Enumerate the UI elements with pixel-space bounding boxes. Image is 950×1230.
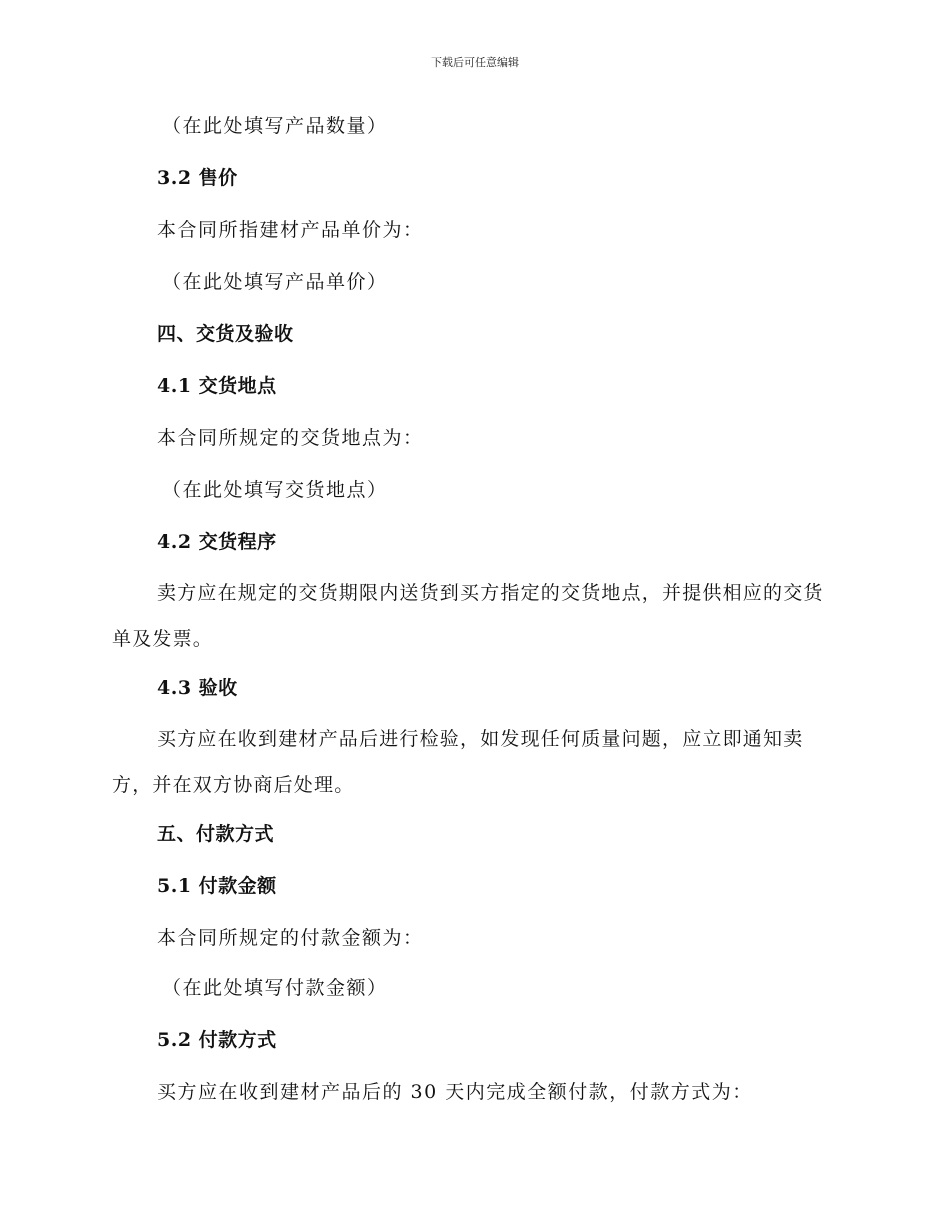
- section-heading-4-1: 4.1 交货地点: [157, 375, 277, 397]
- placeholder-unit-price: （在此处填写产品单价）: [162, 271, 388, 293]
- delivery-location-statement: 本合同所规定的交货地点为：: [157, 427, 424, 449]
- section-heading-5-1: 5.1 付款金额: [157, 875, 277, 897]
- chapter-heading-5: 五、付款方式: [157, 823, 275, 845]
- payment-method-statement: 买方应在收到建材产品后的 30 天内完成全额付款，付款方式为：: [157, 1081, 753, 1103]
- chapter-heading-4: 四、交货及验收: [157, 323, 294, 345]
- section-heading-5-2: 5.2 付款方式: [157, 1029, 277, 1051]
- delivery-procedure-paragraph: 卖方应在规定的交货期限内送货到买方指定的交货地点，并提供相应的交货单及发票。: [112, 582, 824, 650]
- inspection-paragraph: 买方应在收到建材产品后进行检验，如发现任何质量问题，应立即通知卖方，并在双方协商后处理。: [112, 728, 804, 796]
- unit-price-statement: 本合同所指建材产品单价为：: [157, 219, 424, 241]
- placeholder-payment-amount: （在此处填写付款金额）: [162, 977, 388, 999]
- section-heading-4-3: 4.3 验收: [157, 677, 238, 699]
- section-heading-3-2: 3.2 售价: [157, 167, 238, 189]
- section-heading-4-2: 4.2 交货程序: [157, 531, 277, 553]
- placeholder-product-quantity: （在此处填写产品数量）: [162, 115, 388, 137]
- placeholder-delivery-location: （在此处填写交货地点）: [162, 479, 388, 501]
- payment-amount-statement: 本合同所规定的付款金额为：: [157, 927, 424, 949]
- page-header: 下载后可任意编辑: [431, 56, 519, 69]
